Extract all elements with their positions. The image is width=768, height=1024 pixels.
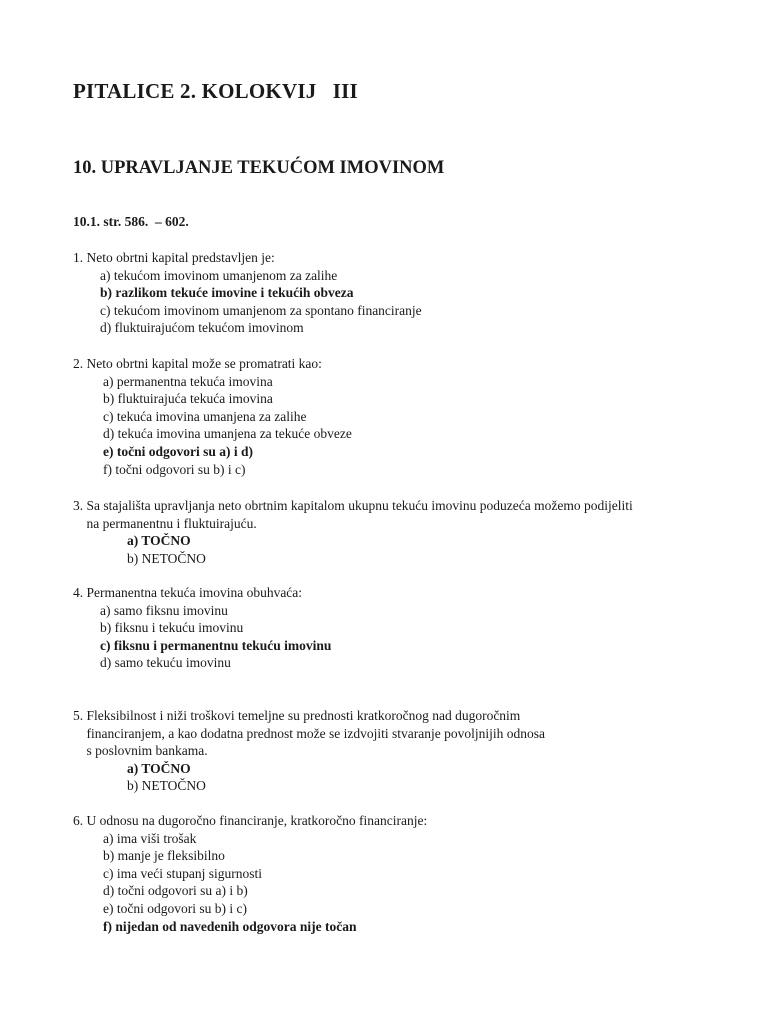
answer-option-correct: e) točni odgovori su a) i d) bbox=[103, 443, 253, 459]
question-text: 2. Neto obrtni kapital može se promatrati kao: bbox=[73, 356, 322, 371]
section-title: 10. UPRAVLJANJE TEKUĆOM IMOVINOM bbox=[73, 158, 445, 178]
question-text: 5. Fleksibilnost i niži troškovi temeljne su prednosti kratkoročnog nad dugoročnim bbox=[73, 708, 521, 723]
document-title: PITALICE 2. KOLOKVIJ III bbox=[73, 79, 358, 103]
answer-option: a) tekućom imovinom umanjenom za zalihe bbox=[100, 267, 338, 283]
answer-option: e) točni odgovori su b) i c) bbox=[103, 900, 247, 916]
answer-option: f) točni odgovori su b) i c) bbox=[103, 461, 246, 477]
answer-option: b) NETOČNO bbox=[127, 550, 206, 566]
question-4 bbox=[73, 584, 753, 672]
answer-option: b) fluktuirajuća tekuća imovina bbox=[103, 391, 273, 407]
question-1 bbox=[73, 249, 753, 337]
question-text: na permanentnu i fluktuirajuću. bbox=[73, 515, 257, 531]
answer-option: d) točni odgovori su a) i b) bbox=[103, 883, 248, 899]
subsection-reference: 10.1. str. 586. – 602. bbox=[73, 214, 189, 229]
answer-option: b) fiksnu i tekuću imovinu bbox=[100, 620, 244, 636]
answer-option: c) tekuća imovina umanjena za zalihe bbox=[103, 408, 307, 424]
answer-option: d) samo tekuću imovinu bbox=[100, 655, 231, 671]
answer-option-correct: a) TOČNO bbox=[127, 760, 191, 776]
question-6 bbox=[73, 812, 753, 935]
question-text: 1. Neto obrtni kapital predstavljen je: bbox=[73, 250, 275, 265]
answer-option-correct: c) fiksnu i permanentnu tekuću imovinu bbox=[100, 637, 332, 653]
answer-option: d) fluktuirajućom tekućom imovinom bbox=[100, 320, 304, 336]
answer-option: b) manje je fleksibilno bbox=[103, 848, 225, 864]
question-text: 3. Sa stajališta upravljanja neto obrtnim kapitalom ukupnu tekuću imovinu poduzeća možemo podijeliti bbox=[73, 498, 633, 513]
question-5 bbox=[73, 707, 753, 795]
answer-option: c) tekućom imovinom umanjenom za spontano financiranje bbox=[100, 302, 422, 318]
question-text: financiranjem, a kao dodatna prednost može se izdvojiti stvaranje povoljnijih odnosa bbox=[73, 725, 545, 741]
question-2 bbox=[73, 355, 753, 478]
answer-option: a) permanentna tekuća imovina bbox=[103, 373, 273, 389]
question-3 bbox=[73, 497, 753, 567]
answer-option: a) ima viši trošak bbox=[103, 830, 197, 846]
question-text: 4. Permanentna tekuća imovina obuhvaća: bbox=[73, 585, 303, 600]
answer-option-correct: b) razlikom tekuće imovine i tekućih obveza bbox=[100, 285, 354, 301]
answer-option-correct: f) nijedan od navedenih odgovora nije točan bbox=[103, 918, 357, 934]
answer-option: b) NETOČNO bbox=[127, 778, 206, 794]
answer-option: c) ima veći stupanj sigurnosti bbox=[103, 865, 262, 881]
question-text: s poslovnim bankama. bbox=[73, 743, 208, 759]
answer-option-correct: a) TOČNO bbox=[127, 533, 191, 549]
question-text: 6. U odnosu na dugoročno financiranje, kratkoročno financiranje: bbox=[73, 813, 428, 828]
answer-option: d) tekuća imovina umanjena za tekuće obveze bbox=[103, 426, 352, 442]
answer-option: a) samo fiksnu imovinu bbox=[100, 602, 228, 618]
